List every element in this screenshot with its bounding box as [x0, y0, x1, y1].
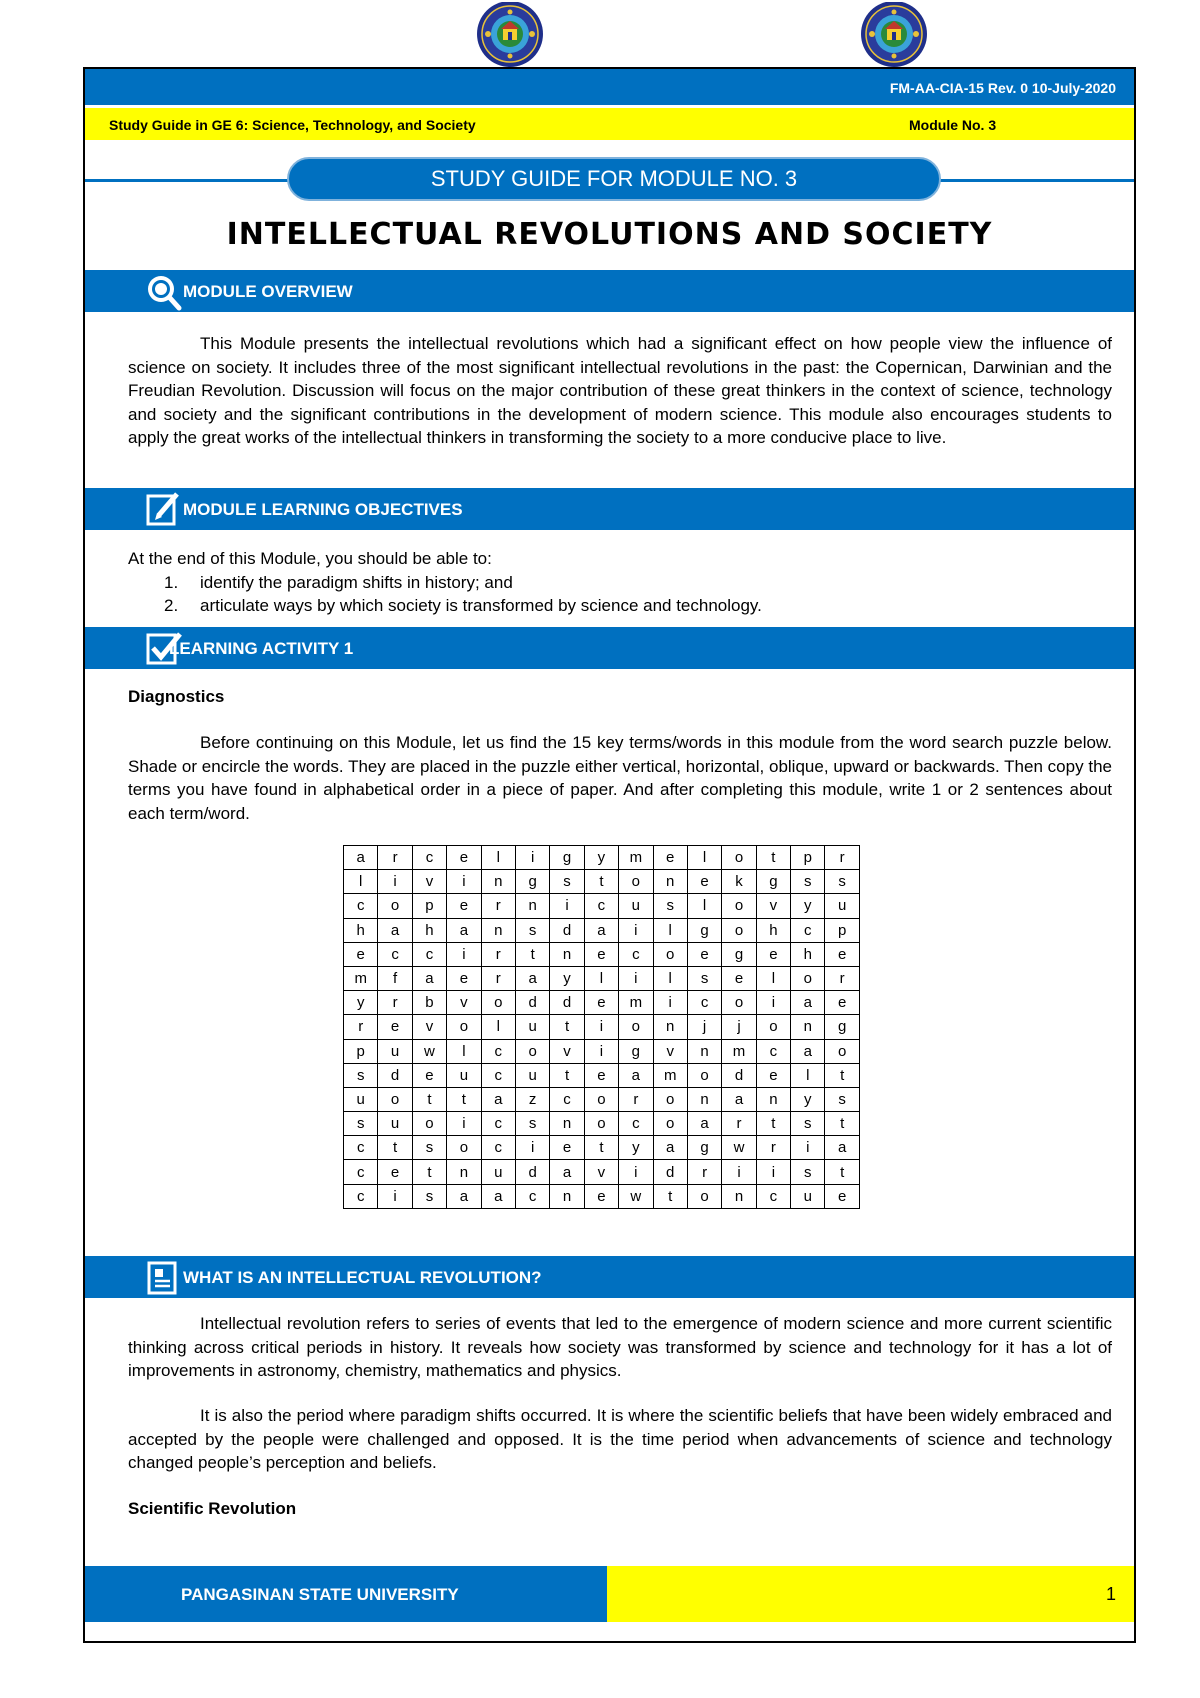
- grid-cell: o: [791, 966, 825, 990]
- page-number: 1: [1105, 1584, 1116, 1604]
- grid-cell: g: [825, 1015, 859, 1039]
- grid-cell: p: [791, 846, 825, 870]
- grid-cell: e: [584, 942, 618, 966]
- grid-cell: m: [619, 991, 653, 1015]
- grid-cell: t: [584, 870, 618, 894]
- intellectual-paragraph-1: [128, 1312, 1112, 1383]
- grid-cell: r: [481, 966, 515, 990]
- grid-cell: n: [687, 1039, 721, 1063]
- grid-cell: g: [687, 918, 721, 942]
- table-row: [344, 942, 860, 966]
- grid-cell: d: [378, 1063, 412, 1087]
- grid-cell: i: [756, 991, 790, 1015]
- table-row: [344, 1015, 860, 1039]
- grid-cell: n: [481, 918, 515, 942]
- grid-cell: o: [653, 942, 687, 966]
- grid-cell: t: [550, 1063, 584, 1087]
- grid-cell: l: [481, 846, 515, 870]
- grid-cell: l: [481, 1015, 515, 1039]
- grid-cell: y: [791, 894, 825, 918]
- grid-cell: a: [378, 918, 412, 942]
- grid-cell: e: [653, 846, 687, 870]
- grid-cell: e: [378, 1160, 412, 1184]
- grid-cell: t: [515, 942, 549, 966]
- grid-cell: r: [825, 966, 859, 990]
- grid-cell: n: [687, 1087, 721, 1111]
- grid-cell: v: [756, 894, 790, 918]
- grid-cell: g: [515, 870, 549, 894]
- grid-cell: e: [378, 1015, 412, 1039]
- grid-cell: j: [687, 1015, 721, 1039]
- overview-text: This Module presents the intellectual revolutions which had a significant effect on how people view the influence of science on society. It includes three of the most significant intellectual revolutions in the past: the Copernican, Darwinian and the Freudian Revolution. Discussion will focus on the major contribution of these great thinkers in the context of science, technology and society and the significant contributions in the development of modern science. This module also encourages students to apply the great works of the intellectual thinkers in transforming the society to a more conducive place to live.: [128, 334, 1112, 447]
- grid-cell: i: [447, 870, 481, 894]
- grid-cell: s: [791, 1160, 825, 1184]
- table-row: [344, 1063, 860, 1087]
- grid-cell: o: [481, 991, 515, 1015]
- table-row: [344, 991, 860, 1015]
- grid-cell: o: [584, 1087, 618, 1111]
- grid-cell: s: [344, 1112, 378, 1136]
- grid-cell: g: [550, 846, 584, 870]
- grid-cell: s: [412, 1136, 446, 1160]
- grid-cell: t: [756, 1112, 790, 1136]
- grid-cell: m: [653, 1063, 687, 1087]
- grid-cell: r: [687, 1160, 721, 1184]
- grid-cell: e: [756, 942, 790, 966]
- table-row: [344, 1112, 860, 1136]
- grid-cell: o: [584, 1112, 618, 1136]
- grid-cell: n: [481, 870, 515, 894]
- grid-cell: g: [722, 942, 756, 966]
- grid-cell: c: [481, 1063, 515, 1087]
- grid-cell: s: [515, 1112, 549, 1136]
- activity-text: Before continuing on this Module, let us find the 15 key terms/words in this module from the word search puzzle below. Shade or encircle the words. They are placed in the puzzle either vertical, horizontal, oblique, upward or backwards. Then copy the terms you have found in alphabetical order in a piece of paper. And after completing this module, write 1 or 2 sentences about each term/word.: [128, 733, 1112, 823]
- activity-heading: LEARNING ACTIVITY 1: [169, 639, 354, 658]
- grid-cell: c: [619, 942, 653, 966]
- grid-cell: e: [825, 942, 859, 966]
- grid-cell: e: [550, 1136, 584, 1160]
- footer-university: [85, 1566, 607, 1622]
- grid-cell: v: [550, 1039, 584, 1063]
- scientific-revolution-heading: Scientific Revolution: [128, 1499, 297, 1518]
- grid-cell: l: [584, 966, 618, 990]
- grid-cell: k: [722, 870, 756, 894]
- activity-paragraph: [128, 731, 1112, 825]
- table-row: [344, 1039, 860, 1063]
- grid-cell: c: [344, 1160, 378, 1184]
- grid-cell: r: [756, 1136, 790, 1160]
- grid-cell: y: [584, 846, 618, 870]
- list-text: articulate ways by which society is transformed by science and technology.: [200, 596, 762, 615]
- grid-cell: c: [481, 1112, 515, 1136]
- grid-cell: y: [550, 966, 584, 990]
- grid-cell: i: [378, 870, 412, 894]
- grid-cell: e: [825, 1184, 859, 1208]
- grid-cell: i: [722, 1160, 756, 1184]
- overview-header: [85, 270, 1134, 312]
- grid-cell: l: [447, 1039, 481, 1063]
- study-guide-banner: STUDY GUIDE FOR MODULE NO. 3: [287, 157, 941, 201]
- list-text: identify the paradigm shifts in history; and: [200, 572, 513, 592]
- overview-heading: MODULE OVERVIEW: [183, 282, 353, 301]
- grid-cell: h: [344, 918, 378, 942]
- grid-cell: u: [447, 1063, 481, 1087]
- grid-cell: a: [791, 1039, 825, 1063]
- grid-cell: r: [481, 894, 515, 918]
- grid-cell: s: [344, 1063, 378, 1087]
- grid-cell: d: [550, 991, 584, 1015]
- grid-cell: c: [550, 1087, 584, 1111]
- form-code: FM-AA-CIA-15 Rev. 0 10-July-2020: [889, 80, 1116, 96]
- table-row: [344, 1136, 860, 1160]
- objectives-list: [128, 571, 1112, 618]
- grid-cell: f: [378, 966, 412, 990]
- grid-cell: l: [687, 846, 721, 870]
- grid-cell: o: [619, 1015, 653, 1039]
- grid-cell: t: [378, 1136, 412, 1160]
- grid-cell: u: [791, 1184, 825, 1208]
- course-bar: [85, 108, 1134, 140]
- grid-cell: e: [584, 1184, 618, 1208]
- grid-cell: m: [722, 1039, 756, 1063]
- grid-cell: d: [550, 918, 584, 942]
- grid-cell: o: [653, 1087, 687, 1111]
- grid-cell: w: [722, 1136, 756, 1160]
- objectives-block: [128, 547, 1112, 618]
- grid-cell: r: [378, 846, 412, 870]
- grid-cell: i: [619, 918, 653, 942]
- grid-cell: y: [344, 991, 378, 1015]
- grid-cell: v: [653, 1039, 687, 1063]
- objectives-header: [85, 488, 1134, 530]
- word-search-grid: [343, 845, 860, 1209]
- intellectual-header: [85, 1256, 1134, 1298]
- grid-cell: l: [653, 966, 687, 990]
- grid-cell: t: [653, 1184, 687, 1208]
- grid-cell: i: [584, 1039, 618, 1063]
- grid-cell: t: [825, 1063, 859, 1087]
- grid-cell: c: [344, 894, 378, 918]
- grid-cell: l: [756, 966, 790, 990]
- objectives-heading: MODULE LEARNING OBJECTIVES: [183, 500, 463, 519]
- grid-cell: e: [722, 966, 756, 990]
- grid-cell: i: [515, 846, 549, 870]
- grid-cell: e: [687, 870, 721, 894]
- table-row: [344, 966, 860, 990]
- grid-cell: a: [481, 1184, 515, 1208]
- grid-cell: o: [515, 1039, 549, 1063]
- grid-cell: r: [722, 1112, 756, 1136]
- grid-cell: e: [344, 942, 378, 966]
- study-guide-label: Study Guide in GE 6: Science, Technology, and Society: [109, 117, 476, 133]
- grid-cell: a: [791, 991, 825, 1015]
- grid-cell: u: [481, 1160, 515, 1184]
- grid-cell: i: [619, 966, 653, 990]
- grid-cell: a: [653, 1136, 687, 1160]
- grid-cell: a: [412, 966, 446, 990]
- grid-cell: u: [378, 1039, 412, 1063]
- grid-cell: i: [447, 942, 481, 966]
- table-row: [344, 894, 860, 918]
- grid-cell: n: [653, 870, 687, 894]
- grid-cell: c: [481, 1136, 515, 1160]
- grid-cell: o: [722, 918, 756, 942]
- grid-cell: e: [756, 1063, 790, 1087]
- diagnostics-heading: Diagnostics: [128, 687, 225, 706]
- university-seal-left: [458, 2, 562, 68]
- table-row: [344, 918, 860, 942]
- grid-cell: i: [378, 1184, 412, 1208]
- grid-cell: u: [825, 894, 859, 918]
- grid-cell: o: [447, 1136, 481, 1160]
- grid-cell: o: [378, 894, 412, 918]
- grid-cell: n: [756, 1087, 790, 1111]
- grid-cell: c: [344, 1136, 378, 1160]
- list-item: [128, 594, 1112, 618]
- grid-cell: c: [791, 918, 825, 942]
- grid-cell: m: [619, 846, 653, 870]
- grid-cell: t: [447, 1087, 481, 1111]
- grid-cell: i: [584, 1015, 618, 1039]
- grid-cell: n: [515, 894, 549, 918]
- grid-cell: c: [687, 991, 721, 1015]
- banner-rule-right: [935, 179, 1134, 182]
- grid-cell: l: [687, 894, 721, 918]
- grid-cell: a: [722, 1087, 756, 1111]
- grid-cell: s: [653, 894, 687, 918]
- grid-cell: n: [447, 1160, 481, 1184]
- grid-cell: r: [378, 991, 412, 1015]
- grid-cell: e: [825, 991, 859, 1015]
- grid-cell: t: [412, 1087, 446, 1111]
- grid-cell: s: [791, 1112, 825, 1136]
- grid-cell: r: [619, 1087, 653, 1111]
- table-row: [344, 870, 860, 894]
- grid-cell: o: [825, 1039, 859, 1063]
- grid-cell: u: [378, 1112, 412, 1136]
- objectives-intro: At the end of this Module, you should be able to:: [128, 549, 492, 568]
- intellectual-text-1: Intellectual revolution refers to series of events that led to the emergence of modern science and more current scientific thinking across critical periods in history. It reveals how society was transformed by science and technology for it has a lot of improvements in astronomy, chemistry, mathematics and physics.: [128, 1314, 1112, 1380]
- grid-cell: n: [550, 942, 584, 966]
- grid-cell: u: [619, 894, 653, 918]
- grid-cell: s: [687, 966, 721, 990]
- table-row: [344, 1184, 860, 1208]
- banner-rule-left: [85, 179, 295, 182]
- grid-cell: h: [412, 918, 446, 942]
- grid-cell: e: [412, 1063, 446, 1087]
- grid-cell: o: [619, 870, 653, 894]
- grid-cell: w: [412, 1039, 446, 1063]
- module-number-label: Module No. 3: [909, 117, 997, 133]
- grid-cell: r: [825, 846, 859, 870]
- grid-cell: p: [825, 918, 859, 942]
- grid-cell: e: [447, 966, 481, 990]
- grid-cell: j: [722, 1015, 756, 1039]
- grid-cell: s: [412, 1184, 446, 1208]
- grid-cell: c: [481, 1039, 515, 1063]
- grid-cell: g: [756, 870, 790, 894]
- grid-cell: c: [344, 1184, 378, 1208]
- grid-cell: n: [550, 1184, 584, 1208]
- grid-cell: o: [722, 846, 756, 870]
- grid-cell: c: [515, 1184, 549, 1208]
- magnifier-icon: [145, 271, 183, 311]
- grid-cell: w: [619, 1184, 653, 1208]
- grid-cell: z: [515, 1087, 549, 1111]
- grid-cell: c: [756, 1039, 790, 1063]
- page-title: INTELLECTUAL REVOLUTIONS AND SOCIETY: [226, 217, 993, 252]
- grid-cell: n: [653, 1015, 687, 1039]
- grid-cell: u: [515, 1063, 549, 1087]
- grid-cell: o: [722, 991, 756, 1015]
- grid-cell: t: [584, 1136, 618, 1160]
- intellectual-text-2: It is also the period where paradigm shifts occurred. It is where the scientific beliefs that have been widely embraced and accepted by the people were challenged and opposed. It is the time period when advancements of science and technology changed people’s perception and beliefs.: [128, 1406, 1112, 1472]
- grid-cell: o: [447, 1015, 481, 1039]
- grid-cell: e: [687, 942, 721, 966]
- grid-cell: g: [619, 1039, 653, 1063]
- grid-cell: b: [412, 991, 446, 1015]
- grid-cell: i: [791, 1136, 825, 1160]
- grid-cell: o: [722, 894, 756, 918]
- grid-cell: o: [378, 1087, 412, 1111]
- grid-cell: a: [825, 1136, 859, 1160]
- grid-cell: e: [584, 1063, 618, 1087]
- grid-cell: a: [447, 1184, 481, 1208]
- grid-cell: c: [412, 942, 446, 966]
- grid-cell: a: [687, 1112, 721, 1136]
- grid-cell: c: [412, 846, 446, 870]
- grid-cell: a: [550, 1160, 584, 1184]
- table-row: [344, 1160, 860, 1184]
- grid-cell: s: [550, 870, 584, 894]
- grid-cell: i: [619, 1160, 653, 1184]
- grid-cell: t: [825, 1112, 859, 1136]
- grid-cell: h: [791, 942, 825, 966]
- grid-cell: d: [515, 1160, 549, 1184]
- grid-cell: d: [722, 1063, 756, 1087]
- grid-cell: c: [756, 1184, 790, 1208]
- footer-page: [607, 1566, 1134, 1622]
- grid-cell: c: [584, 894, 618, 918]
- grid-cell: i: [515, 1136, 549, 1160]
- university-seal-right: [842, 2, 946, 68]
- grid-cell: r: [481, 942, 515, 966]
- grid-cell: l: [653, 918, 687, 942]
- grid-cell: e: [584, 991, 618, 1015]
- grid-cell: n: [550, 1112, 584, 1136]
- grid-cell: a: [515, 966, 549, 990]
- grid-cell: s: [825, 1087, 859, 1111]
- grid-cell: a: [619, 1063, 653, 1087]
- grid-cell: n: [722, 1184, 756, 1208]
- grid-cell: a: [344, 846, 378, 870]
- grid-cell: o: [653, 1112, 687, 1136]
- list-item: [128, 571, 1112, 595]
- grid-cell: l: [791, 1063, 825, 1087]
- grid-cell: e: [447, 846, 481, 870]
- grid-cell: v: [584, 1160, 618, 1184]
- grid-cell: p: [412, 894, 446, 918]
- grid-cell: i: [550, 894, 584, 918]
- intellectual-heading: WHAT IS AN INTELLECTUAL REVOLUTION?: [183, 1268, 542, 1287]
- grid-cell: c: [378, 942, 412, 966]
- grid-cell: u: [515, 1015, 549, 1039]
- pencil-note-icon: [145, 489, 183, 529]
- grid-cell: t: [825, 1160, 859, 1184]
- grid-cell: d: [653, 1160, 687, 1184]
- table-row: [344, 846, 860, 870]
- grid-cell: t: [756, 846, 790, 870]
- grid-cell: p: [344, 1039, 378, 1063]
- grid-cell: u: [344, 1087, 378, 1111]
- grid-cell: g: [687, 1136, 721, 1160]
- grid-cell: a: [481, 1087, 515, 1111]
- grid-cell: s: [825, 870, 859, 894]
- grid-cell: y: [619, 1136, 653, 1160]
- overview-paragraph: [128, 332, 1112, 450]
- grid-cell: d: [515, 991, 549, 1015]
- grid-cell: v: [412, 1015, 446, 1039]
- grid-cell: i: [756, 1160, 790, 1184]
- grid-cell: i: [653, 991, 687, 1015]
- grid-cell: s: [515, 918, 549, 942]
- list-number: 1.: [164, 572, 179, 592]
- grid-cell: y: [791, 1087, 825, 1111]
- grid-cell: o: [756, 1015, 790, 1039]
- table-row: [344, 1087, 860, 1111]
- grid-cell: i: [447, 1112, 481, 1136]
- intellectual-paragraph-2: [128, 1404, 1112, 1475]
- grid-cell: e: [447, 894, 481, 918]
- grid-cell: t: [550, 1015, 584, 1039]
- grid-cell: a: [584, 918, 618, 942]
- grid-cell: m: [344, 966, 378, 990]
- document-icon: [145, 1257, 183, 1297]
- grid-cell: n: [791, 1015, 825, 1039]
- form-code-bar: [85, 69, 1134, 105]
- grid-cell: s: [791, 870, 825, 894]
- grid-cell: t: [412, 1160, 446, 1184]
- grid-cell: c: [619, 1112, 653, 1136]
- list-number: 2.: [164, 596, 179, 615]
- grid-cell: v: [447, 991, 481, 1015]
- grid-cell: l: [344, 870, 378, 894]
- grid-cell: h: [756, 918, 790, 942]
- grid-cell: a: [447, 918, 481, 942]
- grid-cell: o: [687, 1063, 721, 1087]
- grid-cell: r: [344, 1015, 378, 1039]
- grid-cell: o: [687, 1184, 721, 1208]
- activity-header: [85, 627, 1134, 669]
- grid-cell: o: [412, 1112, 446, 1136]
- university-name: PANGASINAN STATE UNIVERSITY: [181, 1585, 459, 1604]
- grid-cell: v: [412, 870, 446, 894]
